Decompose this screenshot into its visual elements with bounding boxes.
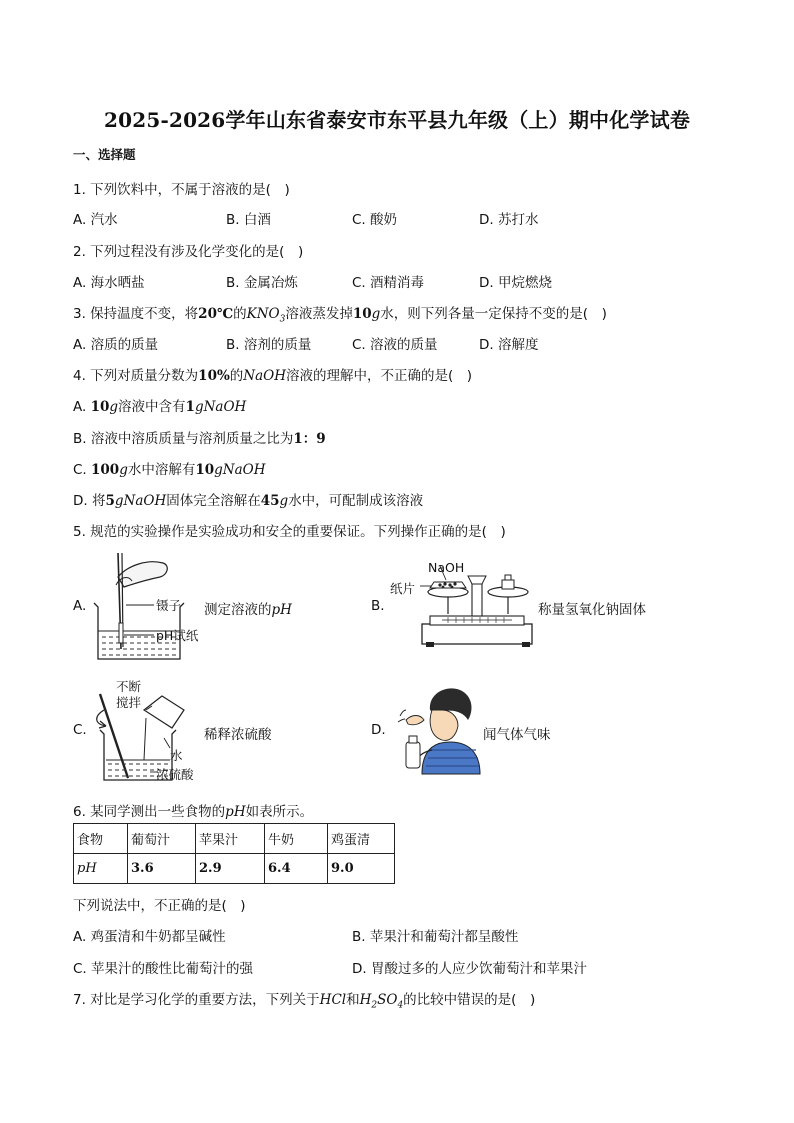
q6-option-c: C. 苹果汁的酸性比葡萄汁的强 <box>73 961 254 977</box>
q4-option-d: D. 将5gNaOH固体完全溶解在45g水中，可配制成该溶液 <box>73 493 424 509</box>
question-5-stem: 5. 规范的实验操作是实验成功和安全的重要保证。下列操作正确的是( ) <box>73 524 506 540</box>
label-stir-2: 搅拌 <box>116 695 142 710</box>
label-conc-acid: 浓硫酸 <box>156 767 194 782</box>
q6-option-a: A. 鸡蛋清和牛奶都呈碱性 <box>73 929 226 945</box>
label-naoh: NaOH <box>428 560 465 575</box>
smelling-illustration <box>392 680 484 776</box>
table-cell: 2.9 <box>196 854 265 884</box>
q1-option-c: C. 酸奶 <box>352 212 398 228</box>
page-title: 2025-2026学年山东省泰安市东平县九年级（上）期中化学试卷 <box>103 108 691 132</box>
q1-option-a: A. 汽水 <box>73 212 118 228</box>
q4-option-a: A. 10g溶液中含有1gNaOH <box>73 399 247 415</box>
table-cell: 9.0 <box>328 854 395 884</box>
q5-option-d-text: 闻气体气味 <box>483 727 551 743</box>
q5-option-c-letter: C. <box>73 722 87 738</box>
q1-option-d: D. 苏打水 <box>479 212 539 228</box>
table-header-cell: 牛奶 <box>265 824 328 854</box>
table-header-row <box>74 824 395 854</box>
table-row <box>74 854 395 884</box>
q1-option-b: B. 白酒 <box>226 212 271 228</box>
q4-option-b: B. 溶液中溶质质量与溶剂质量之比为1：9 <box>73 431 326 447</box>
question-3-stem: 3. 保持温度不变，将20℃的$KNO_3$溶液蒸发掉10g水，则下列各量一定保持不变的是( ) <box>73 306 607 325</box>
q4-option-c: C. 100g水中溶解有10gNaOH <box>73 462 266 478</box>
q2-option-b: B. 金属冶炼 <box>226 275 298 291</box>
label-water: 水 <box>170 748 183 763</box>
q2-option-a: A. 海水晒盐 <box>73 275 145 291</box>
table-header-cell: 葡萄汁 <box>128 824 196 854</box>
q5-option-d-letter: D. <box>371 722 386 738</box>
q3-option-d: D. 溶解度 <box>479 337 539 353</box>
section-heading: 一、选择题 <box>73 147 136 162</box>
table-cell: 6.4 <box>265 854 328 884</box>
q5-option-a-letter: A. <box>73 598 87 614</box>
q6-option-d: D. 胃酸过多的人应少饮葡萄汁和苹果汁 <box>352 961 587 977</box>
table-header-cell: 鸡蛋清 <box>328 824 395 854</box>
question-2-stem: 2. 下列过程没有涉及化学变化的是( ) <box>73 244 304 260</box>
table-header-cell: 食物 <box>74 824 128 854</box>
label-stir-1: 不断 <box>116 679 142 694</box>
question-4-stem: 4. 下列对质量分数为10%的NaOH溶液的理解中，不正确的是( ) <box>73 368 473 384</box>
label-paper-sheet: 纸片 <box>390 581 416 596</box>
q2-option-c: C. 酒精消毒 <box>352 275 425 291</box>
question-1-stem: 1. 下列饮料中，不属于溶液的是( ) <box>73 182 290 198</box>
ph-table <box>73 823 395 884</box>
q2-option-d: D. 甲烷燃烧 <box>479 275 552 291</box>
q5-option-a-text: 测定溶液的pH <box>204 602 292 618</box>
q6-option-b: B. 苹果汁和葡萄汁都呈酸性 <box>352 929 519 945</box>
label-ph-paper: pH试纸 <box>156 628 199 643</box>
q3-option-a: A. 溶质的质量 <box>73 337 159 353</box>
q5-option-b-text: 称量氢氧化钠固体 <box>538 602 646 618</box>
label-tweezers: 镊子 <box>156 598 182 613</box>
q3-option-b: B. 溶剂的质量 <box>226 337 312 353</box>
q3-option-c: C. 溶液的质量 <box>352 337 438 353</box>
table-row-label: pH <box>74 854 128 884</box>
q5-option-b-letter: B. <box>371 598 385 614</box>
ph-test-illustration <box>88 547 198 665</box>
q5-option-c-text: 稀释浓硫酸 <box>204 727 272 743</box>
table-cell: 3.6 <box>128 854 196 884</box>
table-header-cell: 苹果汁 <box>196 824 265 854</box>
question-6-prompt: 下列说法中，不正确的是( ) <box>73 898 246 914</box>
question-6-stem: 6. 某同学测出一些食物的pH如表所示。 <box>73 804 314 820</box>
question-7-stem: 7. 对比是学习化学的重要方法，下列关于HCl和$H_2SO_4$的比较中错误的是( ) <box>73 992 536 1011</box>
